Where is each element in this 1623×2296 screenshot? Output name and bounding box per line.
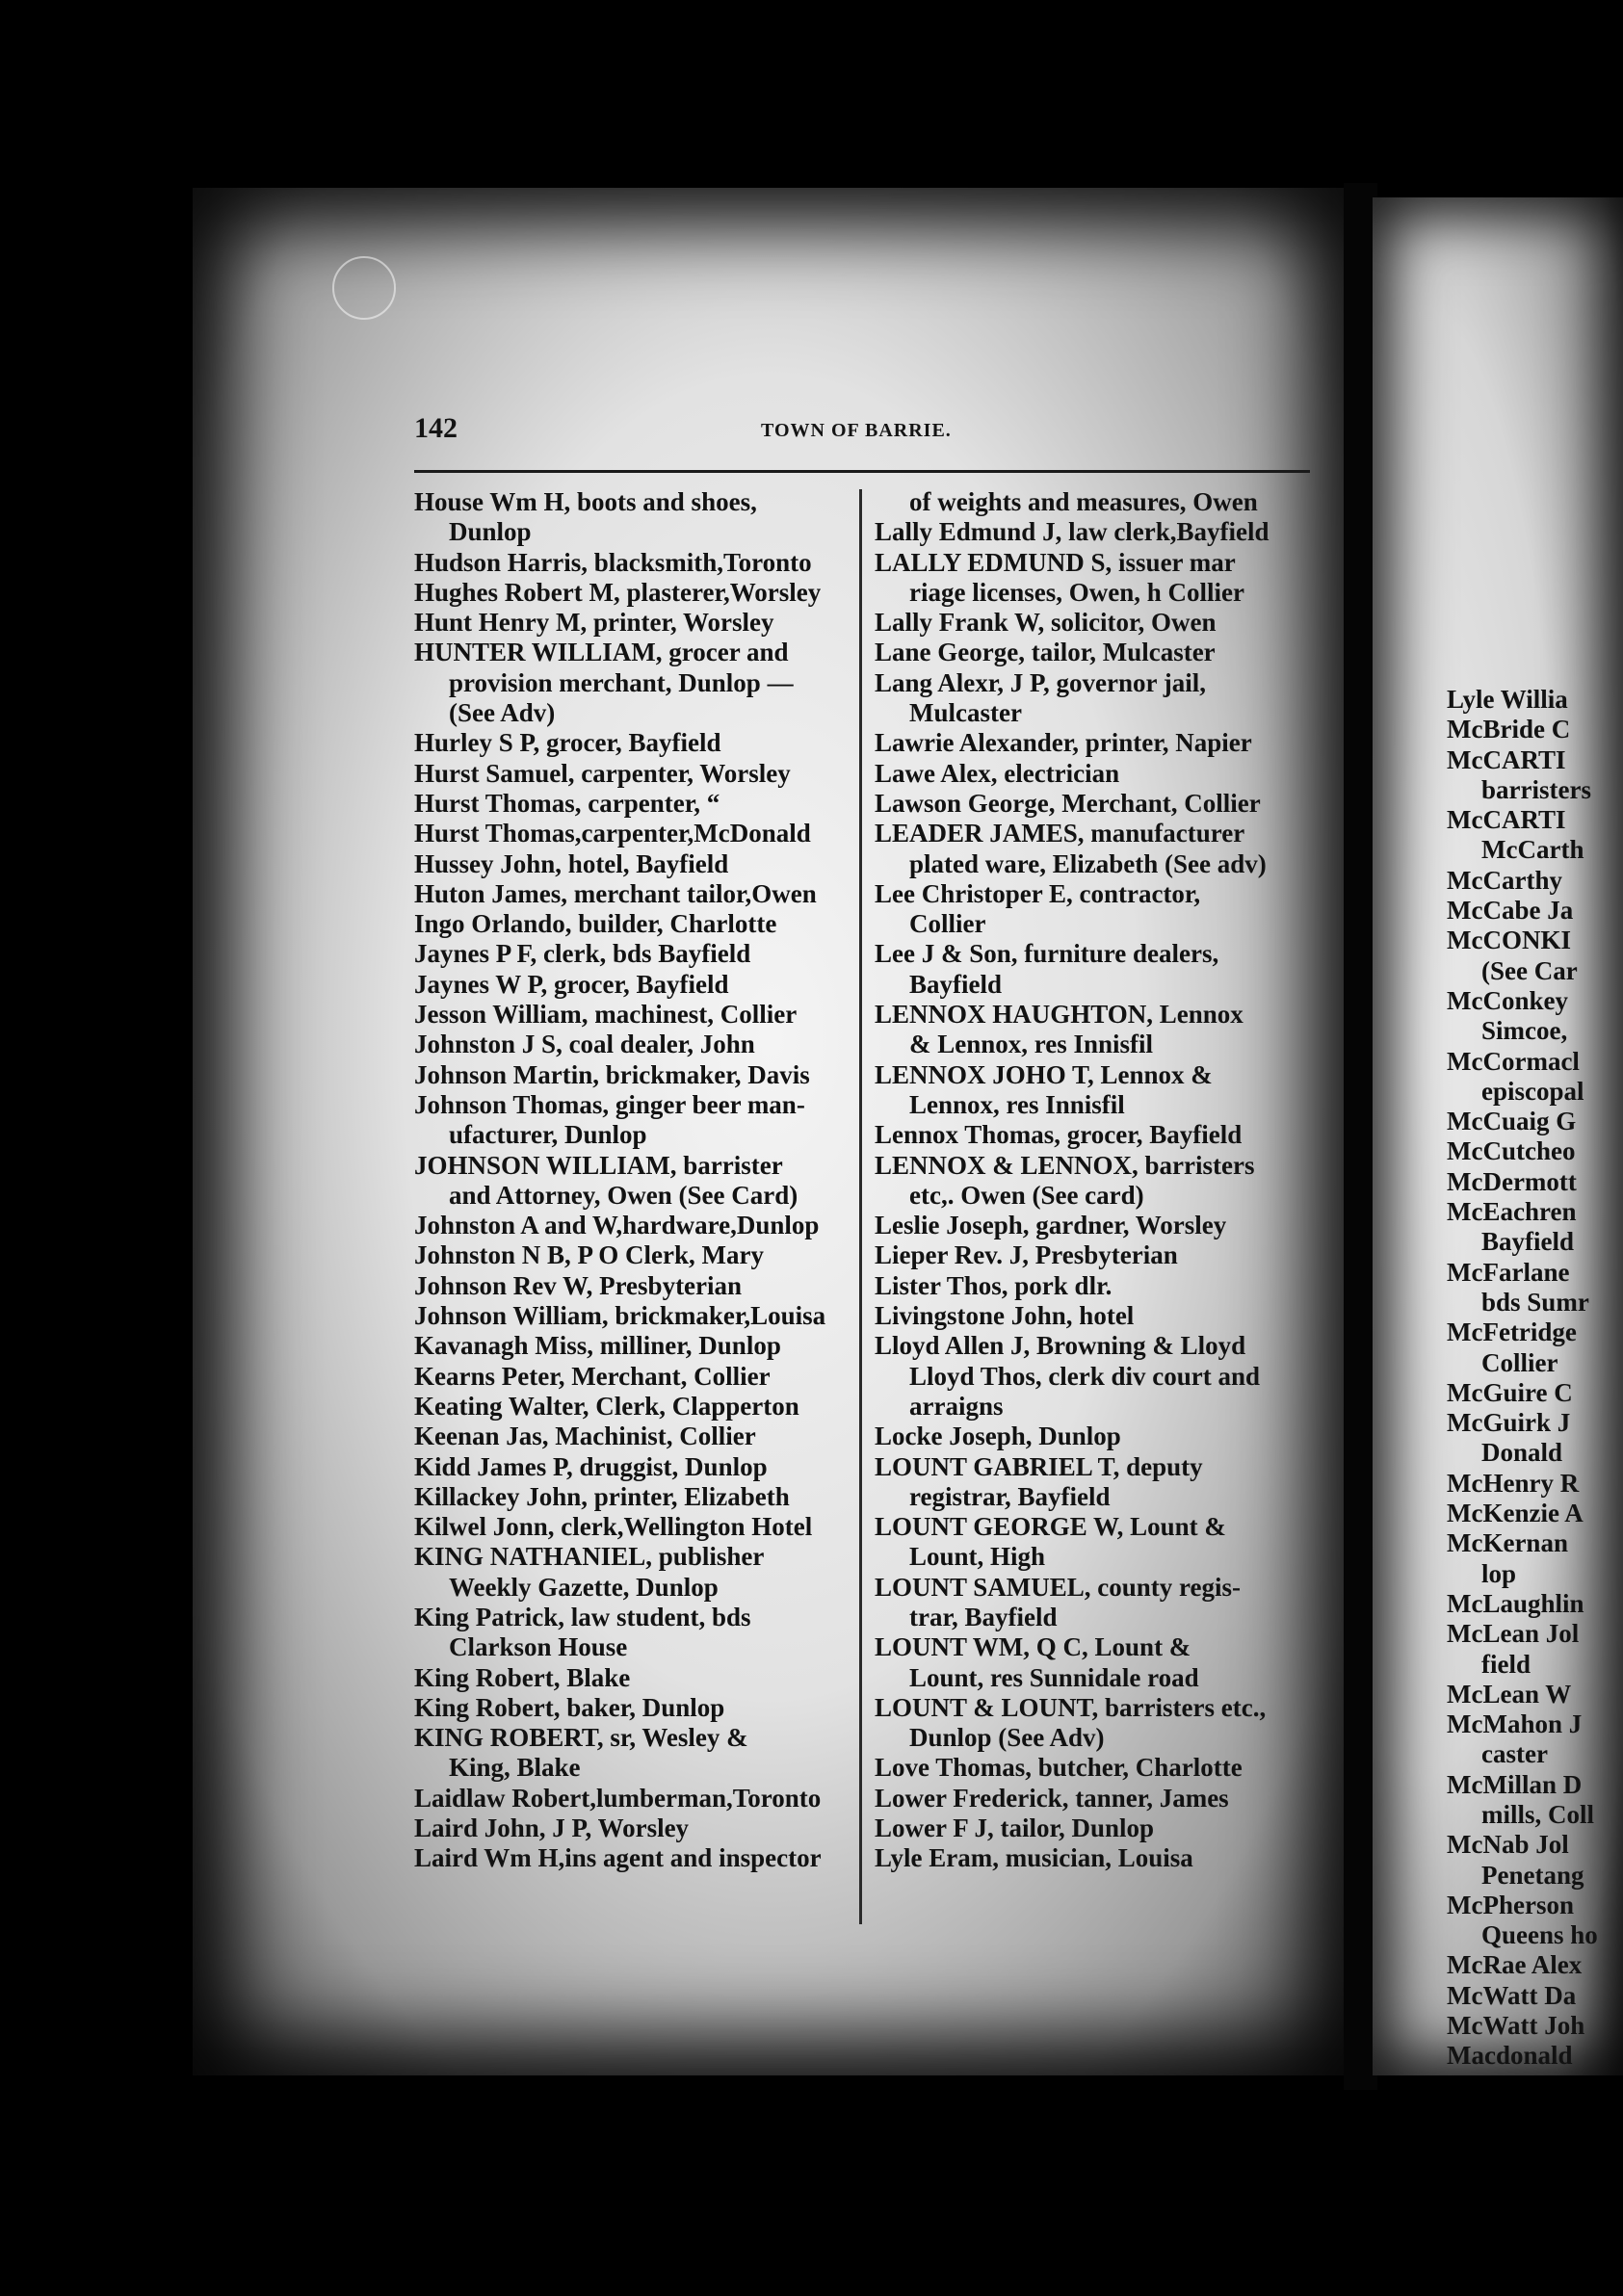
directory-entry-line: Johnson Martin, brickmaker, Davis <box>414 1059 810 1089</box>
directory-entry-line: Lount, High <box>909 1542 1046 1572</box>
directory-column-left <box>414 487 850 1874</box>
directory-entry-line: Lane George, tailor, Mulcaster <box>875 638 1216 667</box>
directory-entry-line: Killackey John, printer, Elizabeth <box>414 1481 790 1511</box>
directory-entry-line: Kearns Peter, Merchant, Collier <box>414 1361 771 1391</box>
directory-entry-line: Johnston N B, P O Clerk, Mary <box>414 1240 765 1270</box>
directory-entry-line: etc,. Owen (See card) <box>909 1180 1144 1210</box>
directory-column-middle <box>875 487 1310 1874</box>
directory-entry-line: caster <box>1481 1739 1548 1769</box>
directory-entry-line: Lang Alexr, J P, governor jail, <box>875 667 1207 697</box>
directory-entry-line: Lloyd Thos, clerk div court and <box>909 1361 1261 1391</box>
directory-entry-line: LALLY EDMUND S, issuer mar <box>875 547 1236 577</box>
directory-entry-line: Hurst Samuel, carpenter, Worsley <box>414 758 791 788</box>
directory-entry-line: McCormacl <box>1447 1046 1580 1076</box>
directory-entry-line: Laird Wm H,ins agent and inspector <box>414 1843 822 1873</box>
directory-entry-line: Lower F J, tailor, Dunlop <box>875 1813 1155 1843</box>
directory-entry-line: (See Adv) <box>449 698 556 728</box>
directory-entry-line: Lister Thos, pork dlr. <box>875 1270 1113 1300</box>
directory-entry-line: McEachren <box>1447 1197 1577 1227</box>
directory-entry-line: Laird John, J P, Worsley <box>414 1813 690 1843</box>
directory-entry-line: Johnson Rev W, Presbyterian <box>414 1270 743 1300</box>
directory-entry-line: Clarkson House <box>449 1632 628 1662</box>
directory-entry-line: LOUNT & LOUNT, barristers etc., <box>875 1692 1267 1722</box>
directory-entry-line: Hudson Harris, blacksmith,Toronto <box>414 547 812 577</box>
directory-entry-line: McFetridge <box>1447 1318 1577 1347</box>
directory-entry-line: & Lennox, res Innisfil <box>909 1030 1154 1059</box>
directory-entry-line: Lyle Eram, musician, Louisa <box>875 1843 1193 1873</box>
directory-entry-line: Jaynes P F, clerk, bds Bayfield <box>414 939 751 969</box>
directory-entry-line: provision merchant, Dunlop — <box>449 667 794 697</box>
directory-entry-line: McCONKI <box>1447 926 1571 955</box>
directory-entry-line: McMillan D <box>1447 1769 1583 1799</box>
directory-entry-line: McGuirk J <box>1447 1408 1571 1438</box>
directory-entry-line: mills, Coll <box>1481 1799 1595 1829</box>
directory-entry-line: Laidlaw Robert,lumberman,Toronto <box>414 1783 822 1813</box>
directory-entry-line: McDermott <box>1447 1166 1577 1196</box>
directory-entry-line: Simcoe, <box>1481 1016 1568 1046</box>
directory-entry-line: Lally Edmund J, law clerk,Bayfield <box>875 517 1270 547</box>
directory-entry-line: McLaughlin <box>1447 1588 1584 1618</box>
directory-entry-line: McGuire C <box>1447 1377 1573 1407</box>
directory-entry-line: Love Thomas, butcher, Charlotte <box>875 1753 1243 1783</box>
directory-entry-line: and Attorney, Owen (See Card) <box>449 1180 798 1210</box>
directory-entry-line: King Robert, baker, Dunlop <box>414 1692 725 1722</box>
directory-entry-line: McCutcheo <box>1447 1136 1576 1166</box>
directory-entry-line: Bayfield <box>909 969 1003 999</box>
directory-entry-line: Livingstone John, hotel <box>875 1301 1135 1331</box>
directory-entry-line: Bayfield <box>1481 1227 1575 1257</box>
directory-entry-line: Huton James, merchant tailor,Owen <box>414 878 817 908</box>
directory-entry-line: Johnston J S, coal dealer, John <box>414 1030 755 1059</box>
directory-entry-line: McKenzie A <box>1447 1499 1584 1528</box>
directory-entry-line: Hunt Henry M, printer, Worsley <box>414 608 774 638</box>
directory-entry-line: barristers <box>1481 774 1591 804</box>
directory-entry-line: Lawe Alex, electrician <box>875 758 1120 788</box>
directory-entry-line: McLean Jol <box>1447 1619 1580 1649</box>
directory-entry-line: LOUNT SAMUEL, county regis- <box>875 1572 1242 1602</box>
directory-entry-line: Leslie Joseph, gardner, Worsley <box>875 1211 1227 1240</box>
directory-entry-line: Johnston A and W,hardware,Dunlop <box>414 1211 820 1240</box>
directory-entry-line: KING NATHANIEL, publisher <box>414 1542 765 1572</box>
directory-entry-line: House Wm H, boots and shoes, <box>414 487 757 516</box>
directory-entry-line: LENNOX HAUGHTON, Lennox <box>875 1000 1243 1030</box>
directory-entry-line: of weights and measures, Owen <box>909 487 1258 516</box>
directory-entry-line: Kidd James P, druggist, Dunlop <box>414 1451 768 1481</box>
directory-entry-line: McNab Jol <box>1447 1830 1569 1860</box>
directory-entry-line: King Patrick, law student, bds <box>414 1602 751 1631</box>
directory-entry-line: Hurley S P, grocer, Bayfield <box>414 728 721 758</box>
directory-entry-line: riage licenses, Owen, h Collier <box>909 577 1244 607</box>
directory-entry-line: Lennox Thomas, grocer, Bayfield <box>875 1120 1243 1150</box>
directory-entry-line: Collier <box>909 909 986 939</box>
directory-entry-line: Weekly Gazette, Dunlop <box>449 1572 719 1602</box>
directory-entry-line: McCuaig G <box>1447 1107 1577 1136</box>
directory-entry-line: Lee Christoper E, contractor, <box>875 878 1201 908</box>
directory-entry-line: McHenry R <box>1447 1468 1580 1498</box>
directory-entry-line: Lyle Willia <box>1447 685 1568 714</box>
directory-entry-line: Kavanagh Miss, milliner, Dunlop <box>414 1331 781 1361</box>
directory-entry-line: Dunlop <box>449 517 532 547</box>
directory-entry-line: McPherson <box>1447 1890 1574 1919</box>
directory-entry-line: Queens ho <box>1481 1920 1598 1950</box>
dust-ring-mark <box>332 256 396 320</box>
directory-entry-line: Mulcaster <box>909 698 1022 728</box>
directory-entry-line: registrar, Bayfield <box>909 1481 1111 1511</box>
directory-entry-line: ufacturer, Dunlop <box>449 1120 647 1150</box>
directory-entry-line: McLean W <box>1447 1679 1572 1709</box>
directory-entry-line: Hughes Robert M, plasterer,Worsley <box>414 577 822 607</box>
directory-entry-line: McWatt Da <box>1447 1980 1577 2010</box>
directory-entry-line: LENNOX JOHO T, Lennox & <box>875 1059 1213 1089</box>
directory-entry-line: Jaynes W P, grocer, Bayfield <box>414 969 729 999</box>
directory-entry-line: Lower Frederick, tanner, James <box>875 1783 1229 1813</box>
directory-entry-line: McCabe Ja <box>1447 896 1574 926</box>
directory-entry-line: Ingo Orlando, builder, Charlotte <box>414 909 777 939</box>
right-page-text-clip <box>1373 197 1598 2075</box>
running-head: TOWN OF BARRIE. <box>761 420 952 441</box>
directory-entry-line: McKernan <box>1447 1528 1568 1558</box>
directory-entry-line: trar, Bayfield <box>909 1602 1058 1631</box>
directory-entry-line: Dunlop (See Adv) <box>909 1723 1105 1753</box>
directory-entry-line: Lount, res Sunnidale road <box>909 1662 1199 1692</box>
directory-entry-line: plated ware, Elizabeth (See adv) <box>909 848 1267 878</box>
directory-entry-line: Macdonald <box>1447 2041 1573 2071</box>
directory-entry-line: field <box>1481 1649 1531 1679</box>
directory-entry-line: Collier <box>1481 1347 1558 1377</box>
directory-entry-line: LOUNT GEORGE W, Lount & <box>875 1512 1226 1542</box>
directory-entry-line: McConkey <box>1447 985 1568 1015</box>
directory-entry-line: Hurst Thomas,carpenter,McDonald <box>414 819 811 848</box>
directory-column-right <box>1447 685 1598 2072</box>
directory-entry-line: LOUNT GABRIEL T, deputy <box>875 1451 1203 1481</box>
directory-entry-line: Locke Joseph, Dunlop <box>875 1422 1121 1451</box>
directory-entry-line: lop <box>1481 1558 1517 1588</box>
directory-entry-line: Lee J & Son, furniture dealers, <box>875 939 1219 969</box>
directory-entry-line: Jesson William, machinest, Collier <box>414 1000 798 1030</box>
directory-entry-line: Johnson Thomas, ginger beer man- <box>414 1089 805 1119</box>
directory-entry-line: LENNOX & LENNOX, barristers <box>875 1150 1255 1180</box>
directory-entry-line: McMahon J <box>1447 1709 1583 1739</box>
directory-entry-line: Lally Frank W, solicitor, Owen <box>875 608 1217 638</box>
directory-entry-line: Penetang <box>1481 1860 1584 1890</box>
directory-entry-line: Keating Walter, Clerk, Clapperton <box>414 1391 799 1421</box>
directory-entry-line: McFarlane <box>1447 1257 1570 1287</box>
directory-entry-line: HUNTER WILLIAM, grocer and <box>414 638 789 667</box>
column-divider <box>859 489 862 1924</box>
directory-entry-line: King, Blake <box>449 1753 581 1783</box>
directory-entry-line: Kilwel Jonn, clerk,Wellington Hotel <box>414 1512 813 1542</box>
directory-entry-line: McBride C <box>1447 715 1571 744</box>
directory-entry-line: Lawrie Alexander, printer, Napier <box>875 728 1252 758</box>
directory-entry-line: Lloyd Allen J, Browning & Lloyd <box>875 1331 1246 1361</box>
directory-entry-line: King Robert, Blake <box>414 1662 631 1692</box>
directory-entry-line: (See Car <box>1481 955 1578 985</box>
directory-entry-line: bds Sumr <box>1481 1287 1589 1317</box>
directory-entry-line: JOHNSON WILLIAM, barrister <box>414 1150 783 1180</box>
directory-entry-line: arraigns <box>909 1391 1004 1421</box>
directory-entry-line: Donald <box>1481 1438 1563 1468</box>
directory-entry-line: episcopal <box>1481 1076 1584 1106</box>
directory-entry-line: Hussey John, hotel, Bayfield <box>414 848 729 878</box>
page-header <box>414 412 1310 451</box>
directory-entry-line: Lieper Rev. J, Presbyterian <box>875 1240 1178 1270</box>
directory-entry-line: McCarth <box>1481 835 1584 865</box>
directory-entry-line: Keenan Jas, Machinist, Collier <box>414 1422 756 1451</box>
directory-entry-line: McCarthy <box>1447 865 1562 895</box>
directory-entry-line: Lawson George, Merchant, Collier <box>875 788 1261 818</box>
page-number: 142 <box>414 412 458 444</box>
directory-entry-line: McWatt Joh <box>1447 2011 1585 2041</box>
directory-entry-line: KING ROBERT, sr, Wesley & <box>414 1723 748 1753</box>
directory-entry-line: McCARTI <box>1447 805 1566 835</box>
directory-entry-line: Lennox, res Innisfil <box>909 1089 1125 1119</box>
header-rule <box>414 470 1310 473</box>
directory-entry-line: LOUNT WM, Q C, Lount & <box>875 1632 1191 1662</box>
directory-entry-line: LEADER JAMES, manufacturer <box>875 819 1245 848</box>
directory-entry-line: Johnson William, brickmaker,Louisa <box>414 1301 826 1331</box>
directory-entry-line: McRae Alex <box>1447 1950 1583 1980</box>
directory-entry-line: Hurst Thomas, carpenter, “ <box>414 788 720 818</box>
directory-entry-line: McCARTI <box>1447 744 1566 774</box>
